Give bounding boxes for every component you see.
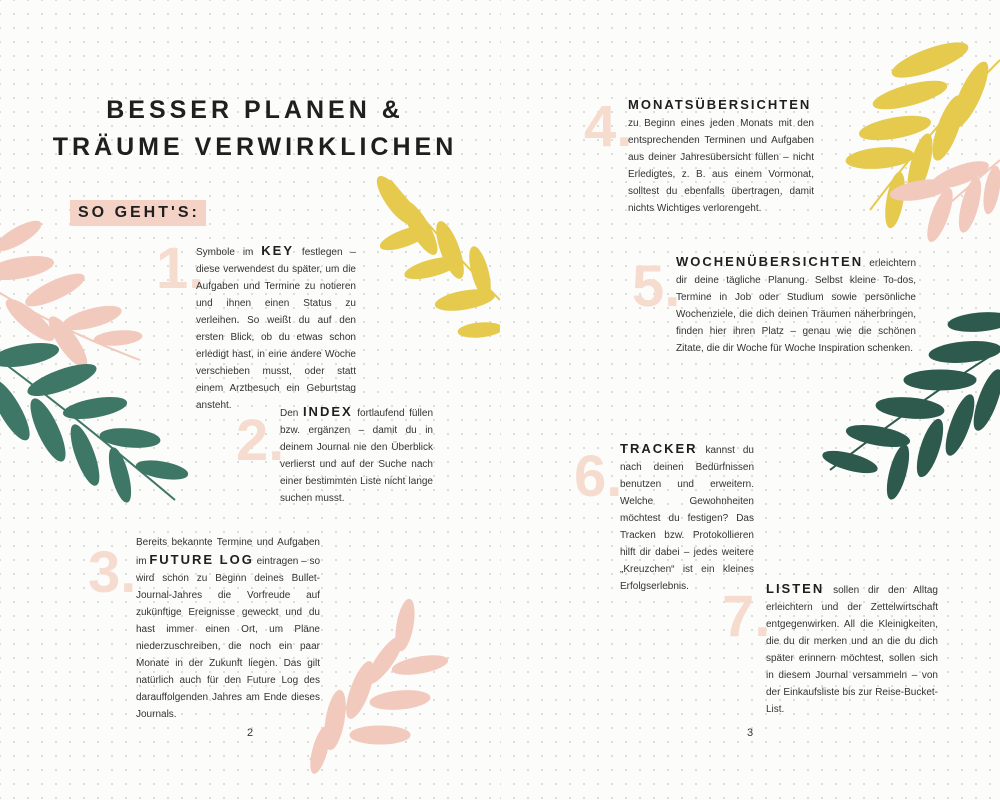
green-leaf-branch-icon <box>0 339 189 504</box>
list-item <box>766 580 938 718</box>
item-number: 2. <box>236 408 285 473</box>
item-text: sollen dir den Alltag erleichtern und der Zettelwirtschaft entgegenwirken. All die Kleinigkeiten, die du dir merken und an die du dich später erinnern möchtest, sollen sich in diesem Journal versammeln – von der Einkaufsliste bis zur Reise-Bucket-List. <box>766 585 938 715</box>
list-item <box>628 96 814 217</box>
title-line: TRÄUME VERWIRKLICHEN <box>52 133 458 161</box>
page-title <box>40 92 470 166</box>
item-keyword: MONATSÜBERSICHTEN <box>628 97 812 112</box>
item-text: festlegen – diese verwendest du später, um die Aufgaben und Termine zu notieren und ihnen einen Status zu verleihen. So weißt du auf den ersten Blick, ob du etwas schon erledigt hast, in eine andere Woche verschieben musst, oder statt einem Arztbesuch ein Geburtstag ansteht. <box>196 247 356 411</box>
item-text: kannst du nach deinen Bedürfnissen benutzen und erweitern. Welche Gewohnheiten möchtest du festigen? Das Tracken bzw. Protokollieren hilft dir dabei – jedes weitere „Kreuzchen“ ist ein kleines Erfolgserlebnis. <box>620 445 754 592</box>
list-item <box>620 440 754 595</box>
item-number: 6. <box>574 444 623 509</box>
item-number: 7. <box>722 584 771 649</box>
title-line: BESSER PLANEN & <box>106 96 404 124</box>
pink-leaf-branch-icon <box>889 156 1000 244</box>
list-item <box>196 242 356 414</box>
item-text-before: Bereits bekannte Termine und Aufgaben im <box>136 537 320 567</box>
item-number: 1. <box>156 236 205 301</box>
page-number: 3 <box>747 727 754 739</box>
yellow-leaf-branch-icon <box>372 172 500 339</box>
item-keyword: WOCHENÜBERSICHTEN <box>676 254 864 269</box>
item-text: zu Beginn eines jeden Monats mit den entsprechenden Terminen und Aufgaben aus deiner Jahresübersicht füllen – nicht Erledigtes, z. B. aus einem Vormonat, solltest du ebenfalls übertragen, damit nichts Wichtiges verlorengeht. <box>628 118 814 214</box>
page-number: 2 <box>247 727 254 739</box>
item-keyword: KEY <box>261 243 295 258</box>
list-item <box>136 534 320 723</box>
right-page <box>500 0 1000 800</box>
item-text-before: Den <box>280 408 303 419</box>
item-number: 4. <box>584 94 633 159</box>
list-item <box>676 253 916 357</box>
item-text-before: Symbole im <box>196 247 262 258</box>
item-keyword: TRACKER <box>620 441 698 456</box>
item-keyword: FUTURE LOG <box>149 552 254 567</box>
item-keyword: LISTEN <box>766 581 825 596</box>
item-text: erleichtern dir deine tägliche Planung. Selbst kleine To-dos, Termine in Job oder Studium sowie persönliche Wochenziele, die dich deinen Träumen näherbringen, finden hier ihren Platz – genau wie die schönen Zitate, die dir Woche für Woche Inspiration schenken. <box>676 258 916 354</box>
item-keyword: INDEX <box>302 404 353 419</box>
section-badge: SO GEHT'S: <box>70 200 206 226</box>
list-item <box>280 403 433 507</box>
pink-leaf-branch-icon <box>307 598 449 775</box>
item-text: fortlaufend füllen bzw. ergänzen – damit du in deinem Journal nie den Überblick verlierst und auf der Suche nach einer bestimmten Liste nicht lange suchen musst. <box>280 408 434 504</box>
item-number: 5. <box>632 254 681 319</box>
item-text: eintragen – so wird schon zu Beginn deines Bullet-Journal-Jahres die Vorfreude auf zukünftige Ereignisse geweckt und du hast immer einen Ort, um Pläne niederzuschreiben, die noch ein paar Monate in der Zukunft liegen. Das gilt natürlich auch für den Future Log des darauffolgenden Jahres am Ende dieses Journals. <box>136 556 321 720</box>
item-number: 3. <box>88 540 137 605</box>
